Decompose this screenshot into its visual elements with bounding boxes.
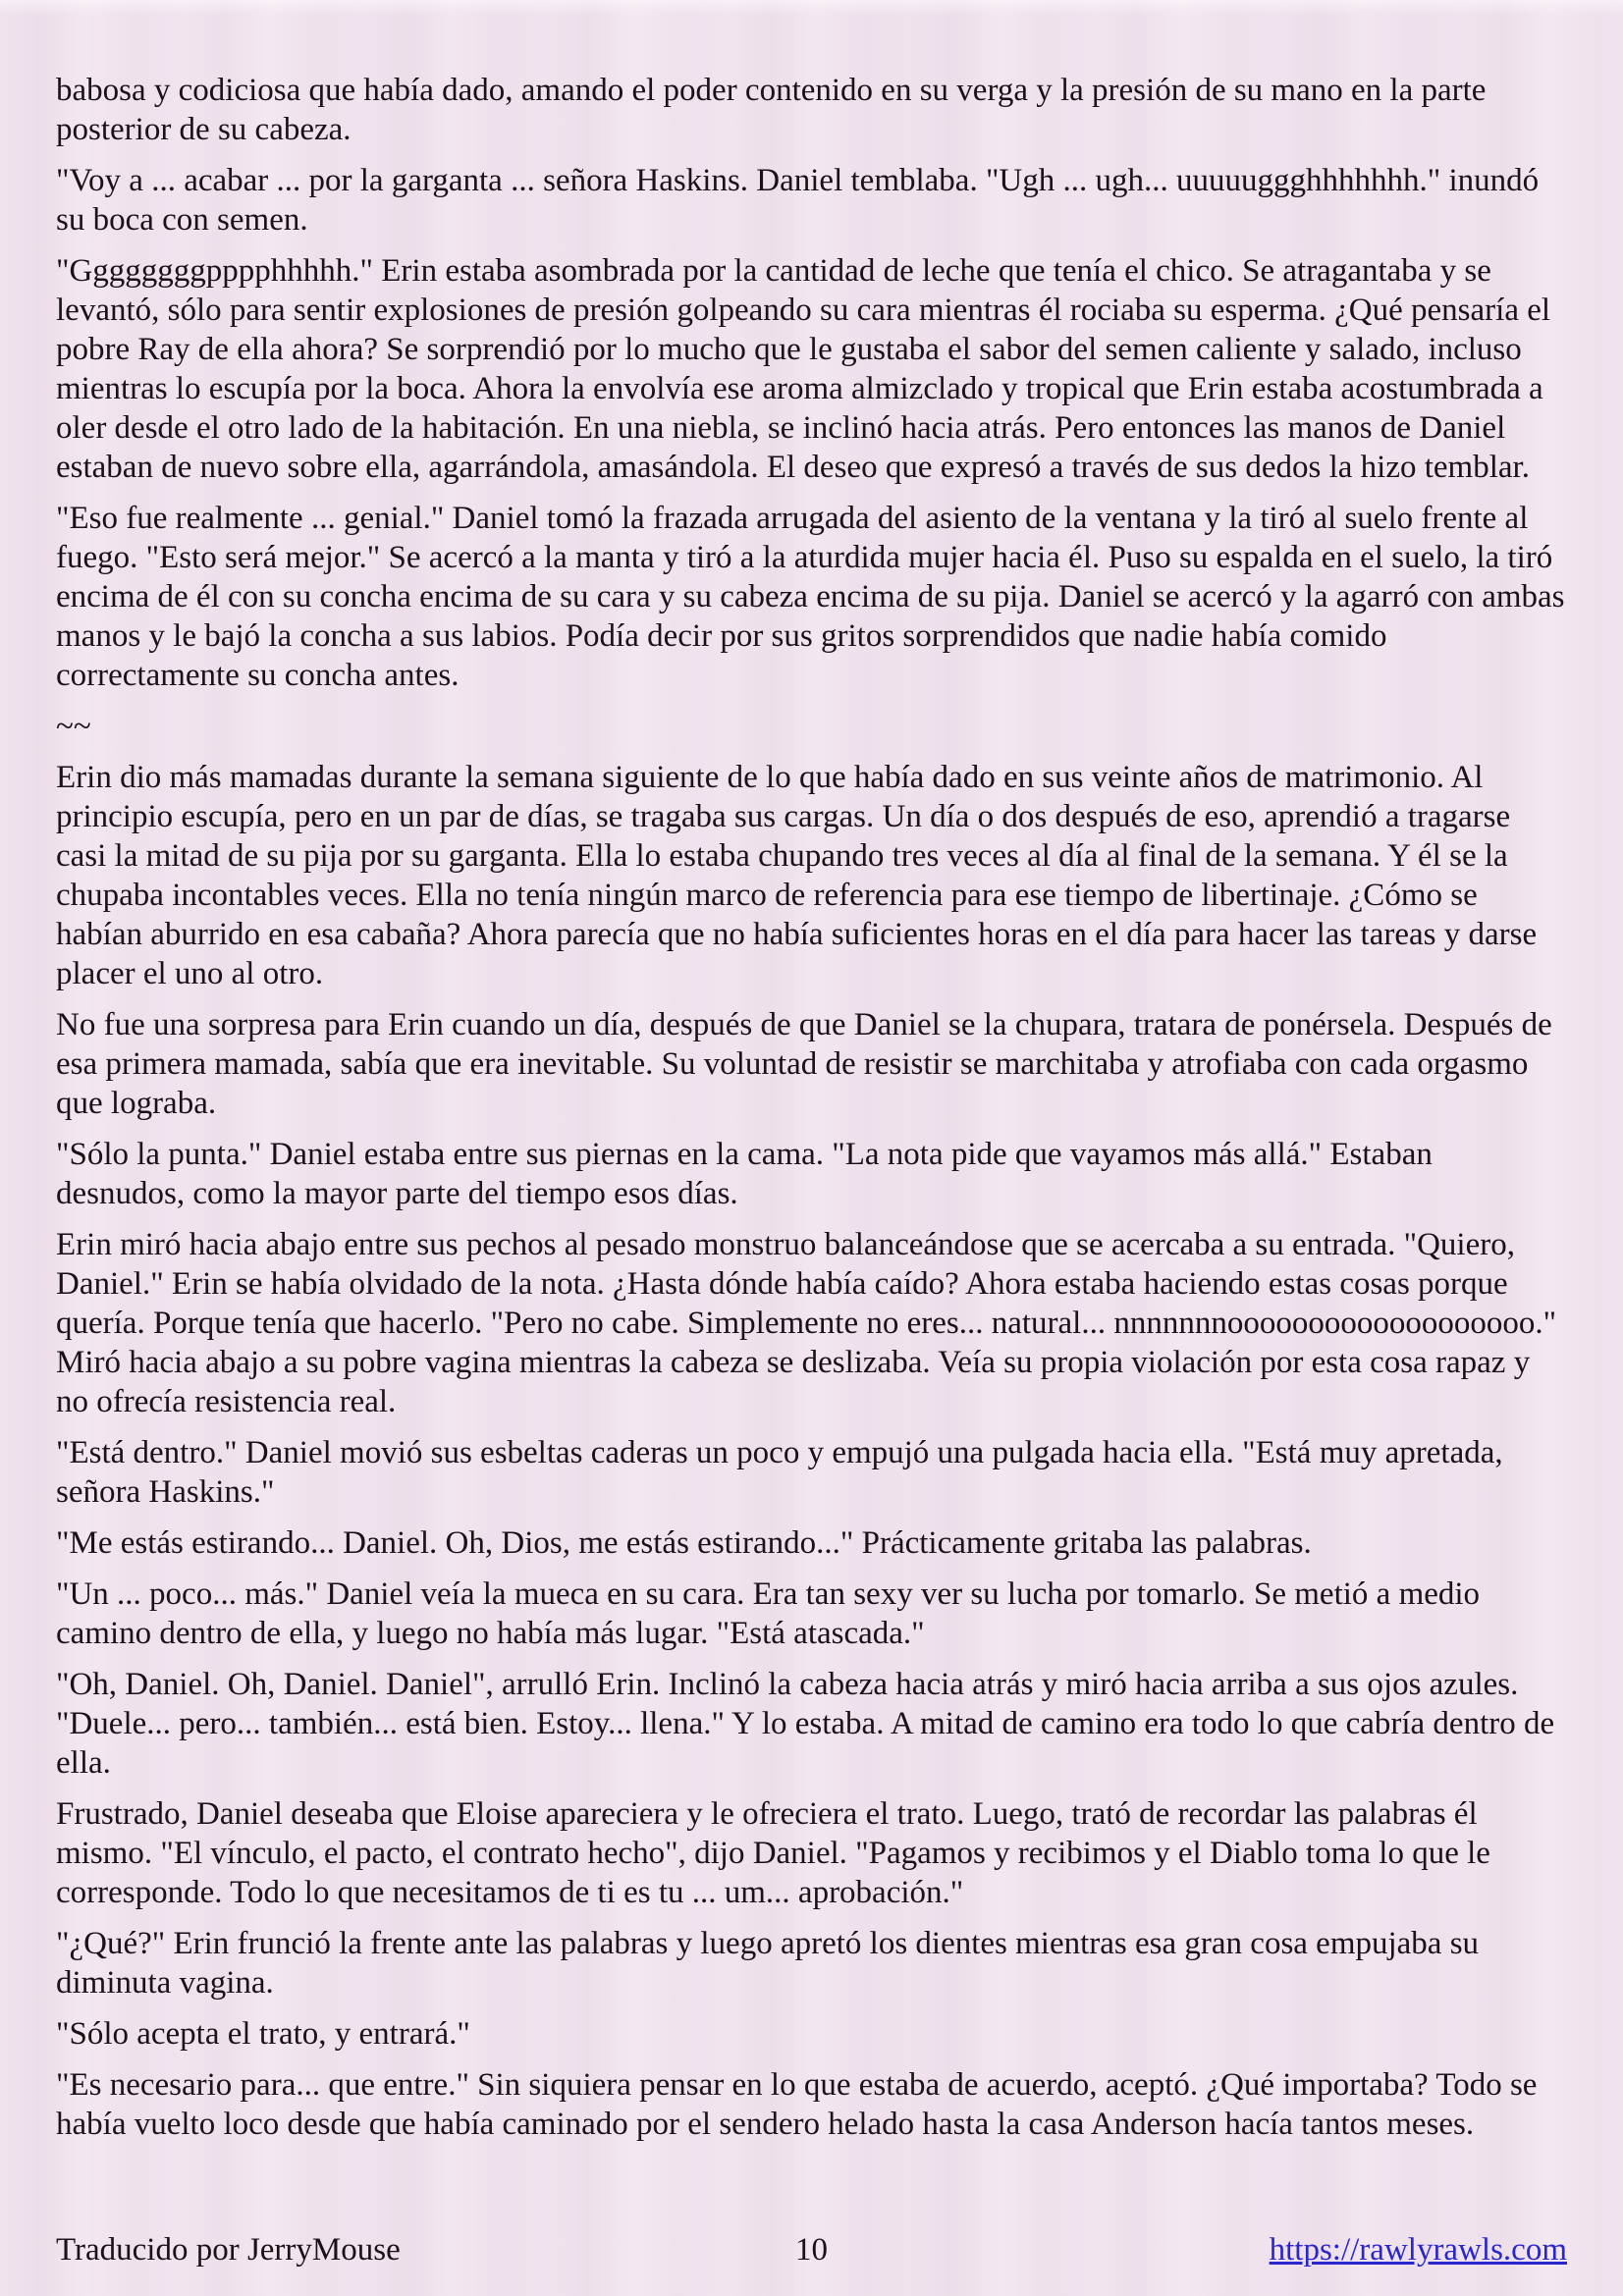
story-paragraph: Frustrado, Daniel deseaba que Eloise apareciera y le ofreciera el trato. Luego, trató de recordar las palabras él mismo. "El vínculo, el pacto, el contrato hecho", dijo Daniel. "Pagamos y recibimos y el Diablo toma lo que le corresponde. Todo lo que necesitamos de ti es tu ... um... aprobación."	[56, 1796, 1490, 1910]
story-paragraph: "Ggggggggpppphhhhh." Erin estaba asombrada por la cantidad de leche que tenía el chico. Se atragantaba y se levantó, sólo para sentir explosiones de presión golpeando su cara mientras él rociaba su esperma. ¿Qué pensaría el pobre Ray de ella ahora? Se sorprendió por lo mucho que le gustaba el sabor del semen caliente y salado, incluso mientras lo escupía por la boca. Ahora la envolvía ese aroma almizclado y tropical que Erin estaba acostumbrada a oler desde el otro lado de la habitación. En una niebla, se inclinó hacia atrás. Pero entonces las manos de Daniel estaban de nuevo sobre ella, agarrándola, amasándola. El deseo que expresó a través de sus dedos la hizo temblar.	[56, 253, 1551, 485]
story-paragraph: "Un ... poco... más." Daniel veía la mueca en su cara. Era tan sexy ver su lucha por tomarlo. Se metió a medio camino dentro de ella, y luego no había más lugar. "Está atascada."	[56, 1576, 1481, 1651]
translator-credit: Traducido por JerryMouse	[56, 2232, 401, 2268]
page-body-text	[56, 71, 1567, 2156]
story-paragraph: "¿Qué?" Erin frunció la frente ante las palabras y luego apretó los dientes mientras esa gran cosa empujaba su diminuta vagina.	[56, 1926, 1480, 2001]
section-divider: ~~	[56, 709, 91, 744]
footer-link-area	[1063, 2230, 1567, 2269]
story-paragraph: "Sólo la punta." Daniel estaba entre sus piernas en la cama. "La nota pide que vayamos más allá." Estaban desnudos, como la mayor parte del tiempo esos días.	[56, 1137, 1433, 1211]
story-paragraph: "Sólo acepta el trato, y entrará."	[56, 2016, 470, 2052]
story-paragraph: "Está dentro." Daniel movió sus esbeltas caderas un poco y empujó una pulgada hacia ella. "Está muy apretada, señora Haskins."	[56, 1435, 1503, 1510]
story-paragraph: "Oh, Daniel. Oh, Daniel. Daniel", arrulló Erin. Inclinó la cabeza hacia atrás y miró hacia arriba a sus ojos azules. "Duele... pero... también... está bien. Estoy... llena." Y lo estaba. A mitad de camino era todo lo que cabría dentro de ella.	[56, 1667, 1555, 1781]
story-paragraph: babosa y codiciosa que había dado, amando el poder contenido en su verga y la presión de su mano en la parte posterior de su cabeza.	[56, 73, 1487, 147]
story-paragraph: Erin miró hacia abajo entre sus pechos al pesado monstruo balanceándose que se acercaba a su entrada. "Quiero, Daniel." Erin se había olvidado de la nota. ¿Hasta dónde había caído? Ahora estaba haciendo estas cosas porque quería. Porque tenía que hacerlo. "Pero no cabe. Simplemente no eres... natural... nnnnnnnooooooooooooooooooo." Miró hacia abajo a su pobre vagina mientras la cabeza se deslizaba. Veía su propia violación por esta cosa rapaz y no ofrecía resistencia real.	[56, 1227, 1557, 1419]
story-paragraph: Erin dio más mamadas durante la semana siguiente de lo que había dado en sus veinte años de matrimonio. Al principio escupía, pero en un par de días, se tragaba sus cargas. Un día o dos después de eso, aprendió a tragarse casi la mitad de su pija por su garganta. Ella lo estaba chupando tres veces al día al final de la semana. Y él se la chupaba incontables veces. Ella no tenía ningún marco de referencia para ese tiempo de libertinaje. ¿Cómo se habían aburrido en esa cabaña? Ahora parecía que no había suficientes horas en el día para hacer las tareas y darse placer el uno al otro.	[56, 760, 1538, 991]
page-number: 10	[795, 2232, 828, 2268]
story-paragraph: "Eso fue realmente ... genial." Daniel tomó la frazada arrugada del asiento de la ventana y la tiró al suelo frente al fuego. "Esto será mejor." Se acercó a la manta y tiró a la aturdida mujer hacia él. Puso su espalda en el suelo, la tiró encima de él con su concha encima de su cara y su cabeza encima de su pija. Daniel se acercó y la agarró con ambas manos y le bajó la concha a sus labios. Podía decir por sus gritos sorprendidos que nadie había comido correctamente su concha antes.	[56, 501, 1565, 693]
page-footer	[56, 2230, 1567, 2269]
story-paragraph: No fue una sorpresa para Erin cuando un día, después de que Daniel se la chupara, tratara de ponérsela. Después de esa primera mamada, sabía que era inevitable. Su voluntad de resistir se marchitaba y atrofiaba con cada orgasmo que lograba.	[56, 1007, 1552, 1121]
site-link[interactable]: https://rawlyrawls.com	[1269, 2232, 1567, 2268]
story-paragraph: "Me estás estirando... Daniel. Oh, Dios, me estás estirando..." Prácticamente gritaba las palabras.	[56, 1525, 1312, 1561]
story-paragraph: "Voy a ... acabar ... por la garganta ... señora Haskins. Daniel temblaba. "Ugh ... ugh... uuuuuggghhhhhhh." inundó su boca con semen.	[56, 163, 1540, 238]
story-paragraph: "Es necesario para... que entre." Sin siquiera pensar en lo que estaba de acuerdo, aceptó. ¿Qué importaba? Todo se había vuelto loco desde que había caminado por el sendero helado hasta la casa Anderson hacía tantos meses.	[56, 2067, 1538, 2142]
